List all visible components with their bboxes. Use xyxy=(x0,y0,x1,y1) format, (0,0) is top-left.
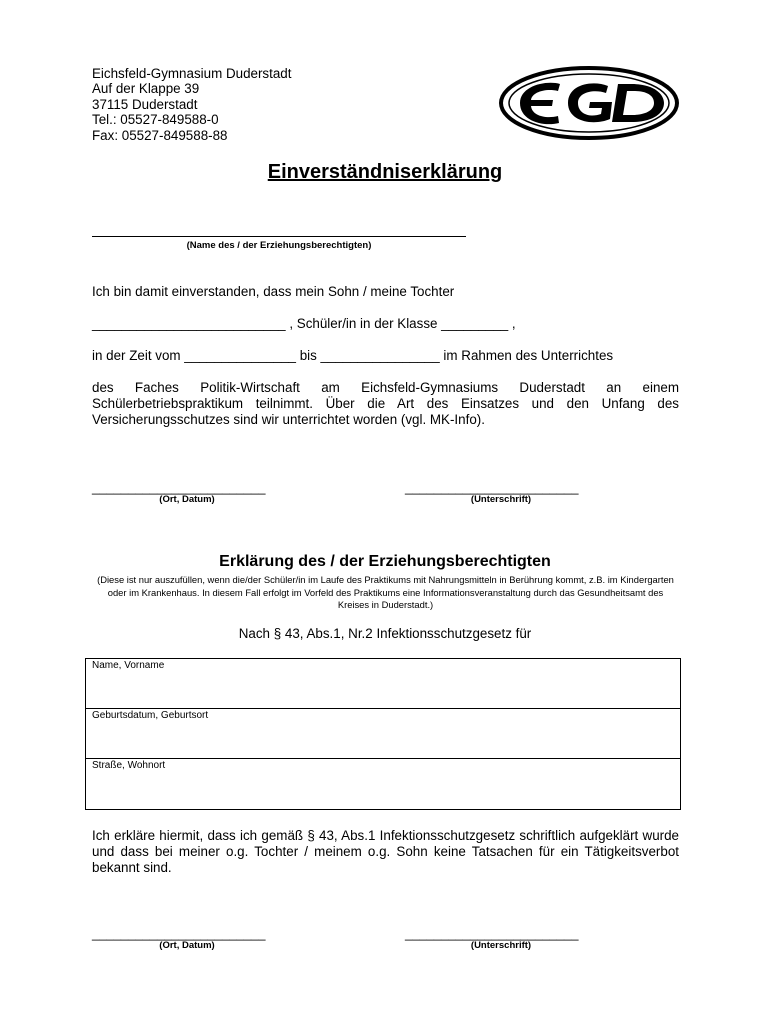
school-name: Eichsfeld-Gymnasium Duderstadt xyxy=(92,66,292,81)
table-row-birth[interactable] xyxy=(86,709,680,759)
declaration-note: (Diese ist nur auszufüllen, wenn die/der Schüler/in im Laufe des Praktikums mit Nahrungsmitteln in Berührung kommt, z.B. im Kindergarten oder im Krankenhaus. In diesem Fall erfolgt im Vorfeld des Praktikums eine Informationsveranstaltung durch das Gesundheitsamt des Kreises in Duderstadt.) xyxy=(97,574,674,610)
signature-line-1[interactable]: ________________________ xyxy=(405,480,579,495)
consent-line-1: Ich bin damit einverstanden, dass mein Sohn / meine Tochter xyxy=(92,284,455,299)
place-date-caption-2: (Ort, Datum) xyxy=(159,940,215,951)
consent-line-3-period[interactable]: in der Zeit vom _______________ bis ________________ im Rahmen des Unterrichtes xyxy=(92,348,614,363)
school-logo xyxy=(498,64,680,142)
row-label-address: Straße, Wohnort xyxy=(92,760,166,771)
table-row-name[interactable] xyxy=(86,659,680,709)
school-address xyxy=(92,66,291,143)
signature-caption-1: (Unterschrift) xyxy=(470,494,532,505)
row-label-name: Name, Vorname xyxy=(92,660,165,671)
place-date-line-1[interactable]: ________________________ xyxy=(92,480,266,495)
consent-paragraph: des Faches Politik-Wirtschaft am Eichsfeld-Gymnasiums Duderstadt an einem Schülerbetriebspraktikum teilnimmt. Über die Art des Einsatzes und den Unfang des Versicherungsschutzes sind wir unterrichtet worden (vgl. MK-Info). xyxy=(92,380,679,427)
signature-caption-2: (Unterschrift) xyxy=(470,940,532,951)
place-date-line-2[interactable]: ________________________ xyxy=(92,926,266,941)
school-city: 37115 Duderstadt xyxy=(92,96,198,112)
school-fax: Fax: 05527-849588-88 xyxy=(92,127,228,143)
school-street: Auf der Klappe 39 xyxy=(92,81,200,97)
declaration-heading: Erklärung des / der Erziehungsberechtigten xyxy=(219,553,551,570)
guardian-name-caption: (Name des / der Erziehungsberechtigten) xyxy=(186,240,372,251)
consent-line-2-student-class[interactable]: __________________________ , Schüler/in in der Klasse _________ , xyxy=(92,316,516,331)
document-title: Einverständniserklärung xyxy=(267,161,503,183)
statement-paragraph: Ich erkläre hiermit, dass ich gemäß § 43, Abs.1 Infektionsschutzgesetz schriftlich aufgeklärt wurde und dass bei meiner o.g. Tochter / meinem o.g. Sohn keine Tatsachen für ein Tätigkeitsverbot bekannt sind. xyxy=(92,828,679,875)
guardian-name-line[interactable] xyxy=(92,236,466,237)
place-date-caption-1: (Ort, Datum) xyxy=(159,494,215,505)
school-phone: Tel.: 05527-849588-0 xyxy=(92,112,219,128)
personal-info-table xyxy=(85,658,681,810)
law-reference: Nach § 43, Abs.1, Nr.2 Infektionsschutzgesetz für xyxy=(238,626,532,641)
row-label-birth: Geburtsdatum, Geburtsort xyxy=(92,710,209,721)
signature-line-2[interactable]: ________________________ xyxy=(405,926,579,941)
table-row-address[interactable] xyxy=(86,759,680,809)
